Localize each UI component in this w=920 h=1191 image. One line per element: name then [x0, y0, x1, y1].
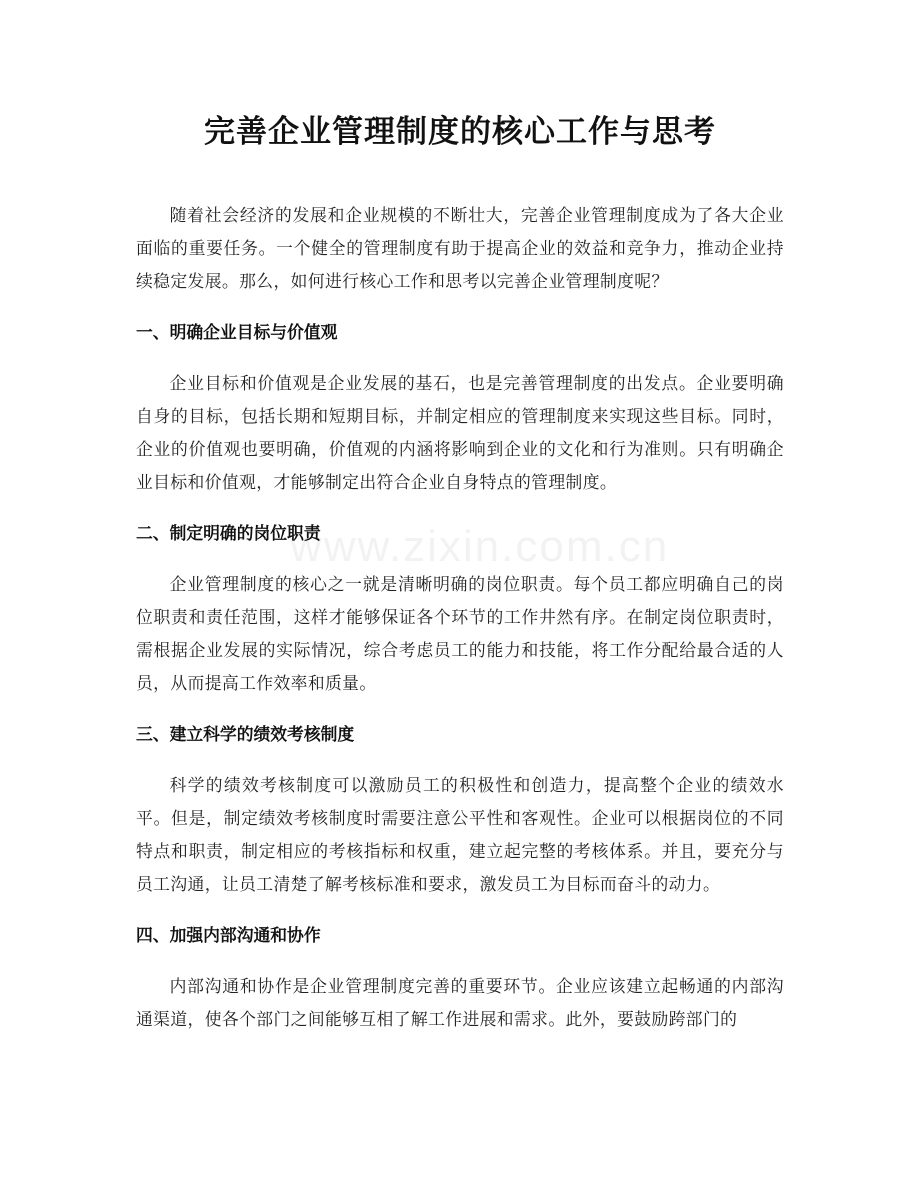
document-title: 完善企业管理制度的核心工作与思考: [204, 114, 716, 150]
section-heading-4: 四、加强内部沟通和协作: [136, 925, 321, 945]
section-body-3: 科学的绩效考核制度可以激励员工的积极性和创造力，提高整个企业的绩效水平。但是，制定绩效考核制度时需要注意公平性和客观性。企业可以根据岗位的不同特点和职责，制定相应的考核指标和权重，建立起完整的考核体系。并且，要充分与员工沟通，让员工清楚了解考核标准和要求，激发员工为目标而奋斗的动力。: [136, 775, 784, 894]
section-body-2: 企业管理制度的核心之一就是清晰明确的岗位职责。每个员工都应明确自己的岗位职责和责任范围，这样才能够保证各个环节的工作井然有序。在制定岗位职责时，需根据企业发展的实际情况，综合考虑员工的能力和技能，将工作分配给最合适的人员，从而提高工作效率和质量。: [136, 574, 784, 693]
section-heading-1: 一、明确企业目标与价值观: [136, 322, 338, 342]
section-body-4: 内部沟通和协作是企业管理制度完善的重要环节。企业应该建立起畅通的内部沟通渠道，使各个部门之间能够互相了解工作进展和需求。此外，要鼓励跨部门的: [136, 976, 784, 1029]
watermark: www.zixin.com.cn: [290, 522, 670, 571]
section-heading-3: 三、建立科学的绩效考核制度: [136, 724, 355, 744]
section-body-1: 企业目标和价值观是企业发展的基石，也是完善管理制度的出发点。企业要明确自身的目标，包括长期和短期目标，并制定相应的管理制度来实现这些目标。同时，企业的价值观也要明确，价值观的内涵将影响到企业的文化和行为准则。只有明确企业目标和价值观，才能够制定出符合企业自身特点的管理制度。: [136, 373, 784, 492]
intro-paragraph: 随着社会经济的发展和企业规模的不断壮大，完善企业管理制度成为了各大企业面临的重要任务。一个健全的管理制度有助于提高企业的效益和竞争力，推动企业持续稳定发展。那么，如何进行核心工作和思考以完善企业管理制度呢？: [136, 205, 784, 291]
section-heading-2: 二、制定明确的岗位职责: [136, 523, 321, 543]
